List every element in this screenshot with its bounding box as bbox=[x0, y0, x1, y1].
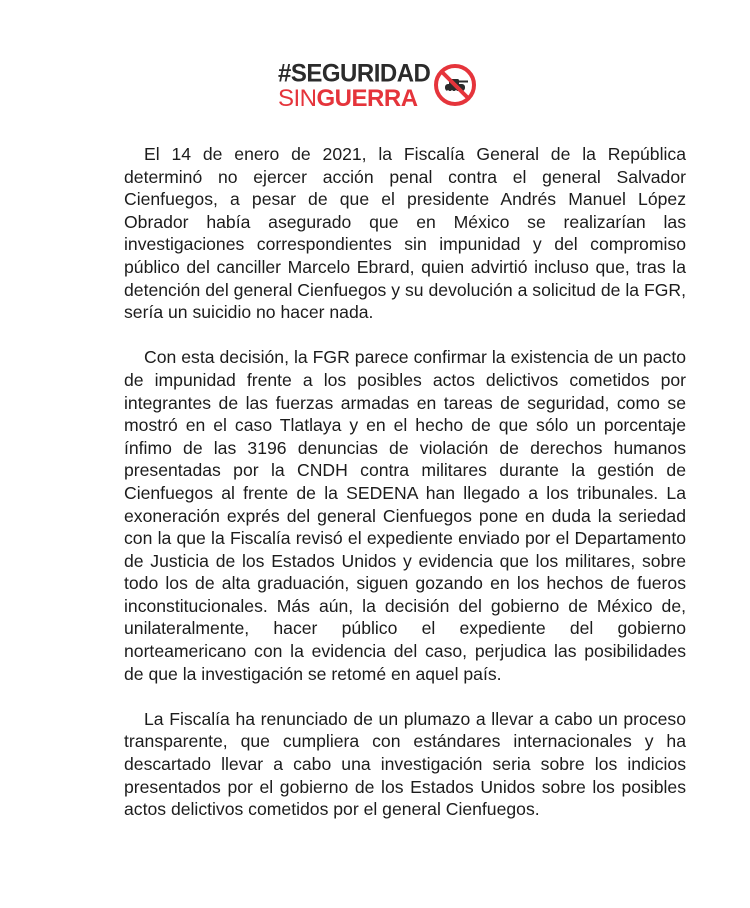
statement-body bbox=[124, 143, 686, 843]
paragraph-1: El 14 de enero de 2021, la Fiscalía General de la República determinó no ejercer acción penal contra el general Salvador Cienfuegos, a pesar de que el presidente Andrés Manuel López Obrador había asegurado que en México se realizarían las investigaciones correspondientes sin impunidad y del compromiso público del canciller Marcelo Ebrard, quien advirtió incluso que, tras la detención del general Cienfuegos y su devolución a solicitud de la FGR, sería un suicidio no hacer nada. bbox=[124, 144, 686, 323]
seguridad-sin-guerra-logo bbox=[278, 60, 478, 113]
logo-hash: # bbox=[278, 59, 291, 88]
paragraph-2: Con esta decisión, la FGR parece confirmar la existencia de un pacto de impunidad frente a los posibles actos delictivos cometidos por integrantes de las fuerzas armadas en tareas de seguridad, como se mostró en el caso Tlatlaya y en el hecho de que sólo un porcentaje ínfimo de las 3196 denuncias de violación de derechos humanos presentadas por la CNDH contra militares durante la gestión de Cienfuegos al frente de la SEDENA han llegado a los tribunales. La exoneración exprés del general Cienfuegos pone en duda la seriedad con la que la Fiscalía revisó el expediente enviado por el Departamento de Justicia de los Estados Unidos y evidencia que los militares, sobre todo los de alta graduación, siguen gozando en los hechos de fueros inconstitucionales. Más aún, la decisión del gobierno de México de, unilateralmente, hacer público el expediente del gobierno norteamericano con la evidencia del caso, perjudica las posibilidades de que la investigación se retomé en aquel país. bbox=[124, 347, 686, 684]
logo-line2 bbox=[278, 87, 430, 111]
logo-seguridad: SEGURIDAD bbox=[290, 59, 431, 88]
logo-line1 bbox=[278, 61, 430, 86]
paragraph-3: La Fiscalía ha renunciado de un plumazo a llevar a cabo un proceso transparente, que cumpliera con estándares internacionales y ha descartado llevar a cabo una investigación seria sobre los indicios presentados por el gobierno de los Estados Unidos sobre los posibles actos delictivos cometidos por el general Cienfuegos. bbox=[124, 708, 686, 820]
logo-text bbox=[278, 59, 431, 112]
logo-sin: SIN bbox=[278, 85, 317, 112]
logo-guerra: GUERRA bbox=[316, 85, 418, 112]
no-tank-icon bbox=[432, 62, 478, 113]
